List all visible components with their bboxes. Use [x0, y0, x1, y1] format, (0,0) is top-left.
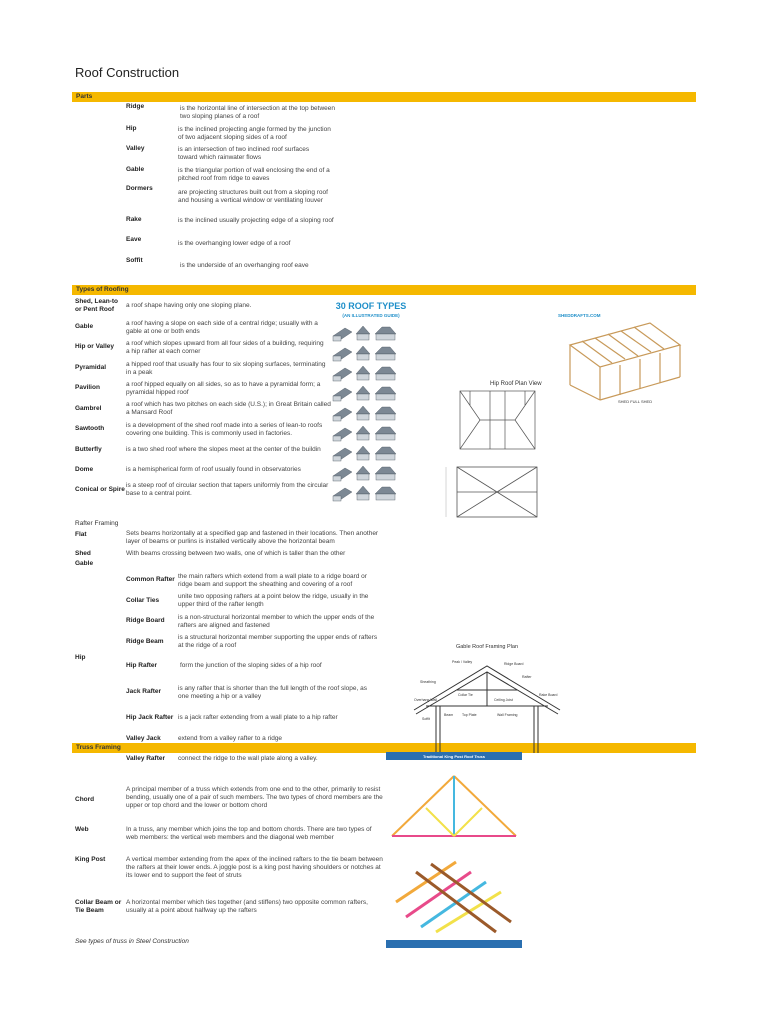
truss-term: Collar Beam or Tie Beam — [75, 899, 122, 914]
gable-item-def: is a non-structural horizontal member to which the upper ends of the rafters are aligned and fastened — [178, 614, 375, 629]
gable-label-collar: Collar Tie — [458, 693, 473, 697]
type-def: a roof which slopes upward from all four sides of a building, requiring a hip rafter at each corner — [126, 340, 324, 355]
section-label-types: Types of Roofing — [76, 286, 129, 293]
parts-def: is the inclined usually projecting edge of a sloping roof — [178, 217, 334, 224]
type-term: Gambrel — [75, 405, 102, 412]
hip-item-term: Valley Rafter — [126, 755, 166, 762]
hip-item-term: Hip Rafter — [126, 662, 158, 669]
type-term: Gable — [75, 323, 94, 330]
roof-types-illustration — [330, 298, 412, 518]
type-term: Sawtooth — [75, 425, 105, 432]
page-title: Roof Construction — [75, 65, 180, 80]
gable-label-rake: Rake Board — [539, 693, 558, 697]
parts-term: Soffit — [126, 257, 143, 264]
hip-item-term: Jack Rafter — [126, 688, 162, 695]
truss-term: Web — [75, 826, 89, 833]
gable-label-beam: Beam — [444, 713, 454, 717]
rafter-shed-term: Shed — [75, 550, 91, 557]
shed-caption: SHED FULL SHED — [618, 399, 653, 404]
gable-framing-illustration — [412, 638, 562, 753]
hip-item-def: is any rafter that is shorter than the full length of the roof slope, as one meeting a hip or a valley — [178, 685, 367, 700]
gable-item-def: the main rafters which extend from a wall plate to a ridge board or ridge beam and support the sheathing and covering of a roof — [178, 573, 367, 588]
type-def: is a two shed roof where the slopes meet at the center of the buildin — [126, 446, 321, 453]
gable-plan-title: Gable Roof Framing Plan — [455, 644, 519, 650]
parts-def: is the inclined projecting angle formed by the junction of two adjacent sloping sides of a roof — [178, 126, 331, 141]
roof-types-title: 30 ROOF TYPES — [335, 301, 407, 311]
gable-label-ridge: Ridge Board — [504, 662, 524, 666]
type-def: a roof hipped equally on all sides, so as to have a pyramidal form; a pyramidal hipped roof — [126, 381, 321, 396]
hip-item-def: form the junction of the sloping sides of a hip roof — [180, 662, 322, 669]
hip-item-def: connect the ridge to the wall plate along a valley. — [178, 755, 318, 762]
footnote: See types of truss in Steel Construction — [75, 938, 189, 945]
hip-item-def: extend from a valley rafter to a ridge — [178, 735, 283, 742]
type-def: is a steep roof of circular section that tapers uniformly from the circular base to a central point. — [126, 482, 329, 497]
section-label-parts: Parts — [76, 93, 93, 100]
hip-roof-plan-illustration — [440, 375, 685, 523]
king-post-truss-illustration — [386, 752, 522, 948]
hip-item-term: Valley Jack — [126, 735, 161, 742]
gable-label-top-plate: Top Plate — [462, 713, 477, 717]
roof-types-subtitle: (AN ILLUSTRATED GUIDE) — [342, 313, 400, 318]
parts-term: Eave — [126, 236, 142, 243]
rafter-flat-term: Flat — [75, 531, 87, 538]
gable-label-overhang: Overhang Wall — [414, 698, 438, 702]
section-label-truss: Truss Framing — [76, 744, 121, 751]
type-term: Shed, Lean-to or Pent Roof — [75, 298, 118, 313]
gable-item-term: Common Rafter — [126, 576, 175, 583]
truss-def: A horizontal member which ties together (and stiffens) two opposite common rafters, usually at a point about halfway up the rafters — [126, 899, 368, 914]
parts-term: Valley — [126, 145, 145, 152]
type-def: a hipped roof that usually has four to six sloping surfaces, terminating in a peak — [126, 361, 326, 376]
hip-item-def: is a jack rafter extending from a wall plate to a hip rafter — [178, 714, 338, 721]
parts-term: Hip — [126, 125, 137, 132]
rafter-flat-def: Sets beams horizontally at a specified gap and fastened in their locations. Then another layer of beams or purlins is installed vertically above the horizontal beam — [126, 530, 379, 545]
type-term: Butterfly — [75, 446, 102, 453]
type-term: Conical or Spire — [75, 486, 125, 493]
rafter-shed-def: With beams crossing between two walls, one of which is taller than the other — [126, 550, 346, 557]
gable-label-rafter: Rafter — [522, 675, 532, 679]
truss-def: A principal member of a truss which extends from one end to the other, primarily to resist bending, usually one of a pair of such members. The two types of chord members are the upper or top chord and the lower or bottom chord — [126, 786, 383, 809]
parts-def: is an intersection of two inclined roof surfaces toward which rainwater flows — [178, 146, 310, 161]
parts-def: are projecting structures built out from a sloping roof and housing a vertical window or ventilating louver — [178, 189, 328, 204]
gable-item-term: Ridge Board — [126, 617, 165, 624]
parts-term: Gable — [126, 166, 145, 173]
type-def: is a hemispherical form of roof usually found in observatories — [126, 466, 301, 473]
gable-label-wall: Wall Framing — [497, 713, 518, 717]
parts-def: is the triangular portion of wall enclosing the end of a pitched roof from ridge to eaves — [178, 167, 330, 182]
type-term: Dome — [75, 466, 94, 473]
gable-label-soffit: Soffit — [422, 717, 430, 721]
parts-term: Dormers — [126, 185, 153, 192]
rafter-heading: Rafter Framing — [75, 520, 119, 527]
type-def: a roof shape having only one sloping plane. — [126, 302, 252, 309]
gable-label-sheathing: Sheathing — [420, 680, 436, 684]
type-def: is a development of the shed roof made into a series of lean-to roofs covering one building. This is commonly used in factories. — [126, 422, 323, 437]
type-def: a roof having a slope on each side of a central ridge; usually with a gable at one or both ends — [126, 320, 318, 335]
truss-term: King Post — [75, 856, 106, 863]
parts-def: is the underside of an overhanging roof eave — [180, 262, 309, 269]
section-bar-types — [72, 285, 696, 295]
gable-item-def: unite two opposing rafters at a point below the ridge, usually in the upper third of the rafter length — [178, 593, 369, 608]
truss-term: Chord — [75, 796, 95, 803]
gable-label-peak: Peak / Valley — [452, 660, 473, 664]
truss-figure-title: Traditional King Post Roof Truss — [422, 754, 486, 759]
section-bar-truss — [72, 743, 696, 753]
hip-plan-title: Hip Roof Plan View — [490, 381, 542, 387]
truss-def: In a truss, any member which joins the top and bottom chords. There are two types of web members: the vertical web members and the diagonal web member — [126, 826, 372, 841]
hip-item-term: Hip Jack Rafter — [126, 714, 174, 721]
gable-label-ceiling-joist: Ceiling Joist — [494, 698, 513, 702]
parts-def: is the overhanging lower edge of a roof — [178, 240, 291, 247]
type-def: a roof which has two pitches on each side (U.S.); in Great Britain called a Mansard Roof — [126, 401, 331, 416]
gable-item-def: is a structural horizontal member supporting the upper ends of rafters at the ridge of a roof — [178, 634, 378, 649]
type-term: Pyramidal — [75, 364, 107, 371]
parts-term: Ridge — [126, 103, 145, 110]
truss-def: A vertical member extending from the apex of the inclined rafters to the tie beam between the rafters at their lower ends. A joggle post is a king post having shoulders or notches at its lower end to support the feet of struts — [126, 856, 383, 879]
rafter-hip-term: Hip — [75, 654, 86, 661]
type-term: Pavilion — [75, 384, 100, 391]
gable-item-term: Collar Ties — [126, 597, 160, 604]
section-bar-parts — [72, 92, 696, 102]
gable-item-term: Ridge Beam — [126, 638, 164, 645]
parts-term: Rake — [126, 216, 142, 223]
shed-brand: SHEDDRAFTS.COM — [558, 313, 601, 318]
parts-def: is the horizontal line of intersection at the top between two sloping planes of a roof — [180, 105, 336, 120]
type-term: Hip or Valley — [75, 343, 115, 350]
rafter-gable-term: Gable — [75, 560, 94, 567]
